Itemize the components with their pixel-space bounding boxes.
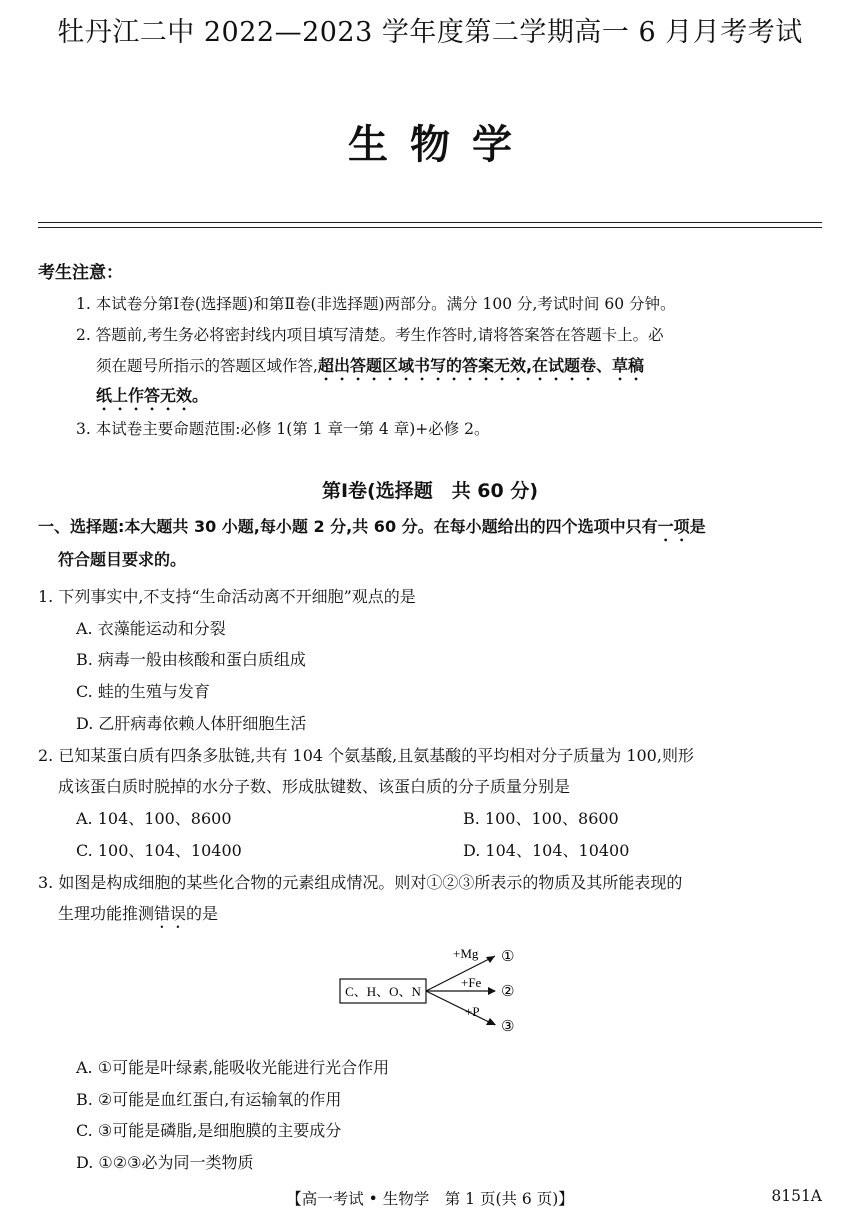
notice-item-3: 3. 本试卷主要命题范围:必修 1(第 1 章一第 4 章)+必修 2。 bbox=[76, 420, 490, 438]
element-box-label: C、H、O、N bbox=[345, 984, 421, 999]
question-2-option-a: A. 104、100、8600 bbox=[76, 809, 232, 828]
arrow-1-label: +Mg bbox=[453, 946, 479, 961]
header-rule-bottom bbox=[38, 227, 822, 228]
question-3-stem-line-2 bbox=[58, 901, 218, 932]
subject-title: 生物学 bbox=[348, 122, 534, 168]
question-2-option-b: B. 100、100、8600 bbox=[463, 809, 619, 828]
element-composition-diagram bbox=[335, 945, 530, 1037]
notice-heading: 考生注意： bbox=[38, 263, 123, 283]
question-3-emphasis: 错误 bbox=[154, 904, 187, 923]
header-rule-top bbox=[38, 222, 822, 223]
question-3-option-b: B. ②可能是血红蛋白,有运输氧的作用 bbox=[76, 1090, 342, 1109]
instruction-text: 一、选择题:本大题共 30 小题,每小题 2 分,共 60 分。在每小题给出的四个选项中只有 bbox=[38, 517, 658, 536]
notice-item-2-line-3 bbox=[96, 383, 208, 414]
page-footer: 【高一考试 • 生物学 第 1 页(共 6 页)】 bbox=[286, 1190, 574, 1208]
exam-title: 牡丹江二中 2022—2023 学年度第二学期高一 6 月月考考试 bbox=[57, 17, 803, 48]
instruction-emphasis: 一项 bbox=[657, 517, 690, 536]
section-instruction-line-1 bbox=[38, 514, 706, 545]
question-3-stem-text: 生理功能推测 bbox=[58, 904, 155, 923]
notice-item-2-plain: 须在题号所指示的答题区域作答, bbox=[96, 357, 318, 375]
question-3-option-c: C. ③可能是磷脂,是细胞膜的主要成分 bbox=[76, 1121, 342, 1140]
notice-item-2-line-1: 2. 答题前,考生务必将密封线内项目填写清楚。考生作答时,请将答案答在答题卡上。必 bbox=[76, 326, 664, 344]
arrow-2-head bbox=[488, 987, 496, 995]
target-2: ② bbox=[501, 982, 515, 1000]
question-1-option-a: A. 衣藻能运动和分裂 bbox=[76, 619, 226, 638]
question-1-option-d: D. 乙肝病毒依赖人体肝细胞生活 bbox=[76, 714, 307, 733]
question-2-stem-line-2: 成该蛋白质时脱掉的水分子数、形成肽键数、该蛋白质的分子质量分别是 bbox=[58, 777, 571, 796]
arrow-2-label: +Fe bbox=[461, 975, 482, 990]
notice-item-2-emphasis: 超出答题区域书写的答案无效,在试题卷、草稿 bbox=[317, 356, 645, 375]
section-title: 第Ⅰ卷(选择题 共 60 分) bbox=[321, 480, 539, 502]
section-instruction-line-2: 符合题目要求的。 bbox=[58, 550, 187, 569]
paper-code: 8151A bbox=[771, 1187, 822, 1205]
target-3: ③ bbox=[501, 1017, 515, 1035]
question-3-stem-end: 的是 bbox=[186, 904, 219, 923]
arrow-3-line bbox=[426, 991, 495, 1025]
question-2-stem-line-1: 2. 已知某蛋白质有四条多肽链,共有 104 个氨基酸,且氨基酸的平均相对分子质量为 100,则形 bbox=[38, 746, 694, 765]
notice-item-2-line-2 bbox=[96, 353, 644, 384]
question-2-option-c: C. 100、104、10400 bbox=[76, 841, 242, 860]
question-1-option-b: B. 病毒一般由核酸和蛋白质组成 bbox=[76, 650, 306, 669]
question-2-option-d: D. 104、104、10400 bbox=[463, 841, 630, 860]
question-3-stem-line-1: 3. 如图是构成细胞的某些化合物的元素组成情况。则对①②③所表示的物质及其所能表现的 bbox=[38, 873, 683, 892]
arrow-3-label: +P bbox=[465, 1004, 480, 1019]
target-1: ① bbox=[501, 947, 515, 965]
question-3-option-d: D. ①②③必为同一类物质 bbox=[76, 1153, 254, 1172]
notice-item-2-emphasis-2: 纸上作答无效。 bbox=[96, 386, 209, 405]
question-3-option-a: A. ①可能是叶绿素,能吸收光能进行光合作用 bbox=[76, 1058, 390, 1077]
notice-item-1: 1. 本试卷分第Ⅰ卷(选择题)和第Ⅱ卷(非选择题)两部分。满分 100 分,考试时间 60 分钟。 bbox=[76, 295, 676, 313]
instruction-text-end: 是 bbox=[689, 517, 706, 536]
question-1-option-c: C. 蛙的生殖与发育 bbox=[76, 682, 210, 701]
question-1-stem: 1. 下列事实中,不支持“生命活动离不开细胞”观点的是 bbox=[38, 587, 416, 606]
